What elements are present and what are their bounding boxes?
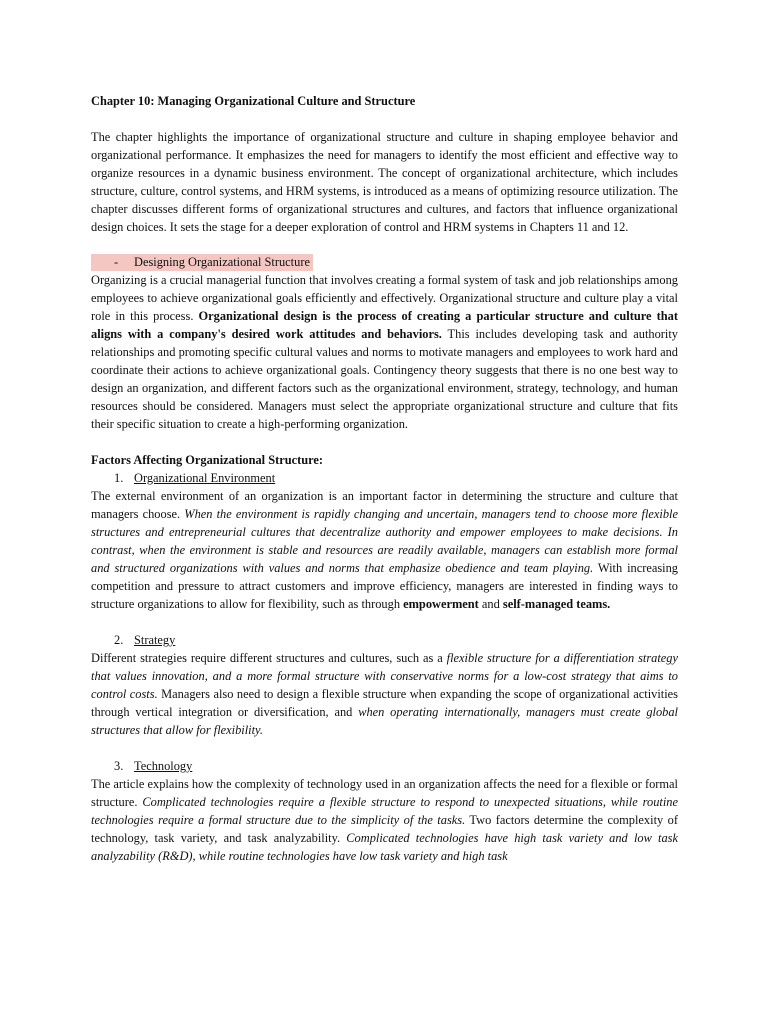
environment-italic-1: When the environment is rapidly changing and uncertain, managers tend to choose more flexible structures and entrepreneurial cultures that decentralize authority and empower employees to make decisions. In contrast, when the environment is stable and resources are readily available, managers can establish more formal and structured organizations with values and norms that emphasize obedience and team playing. (91, 507, 678, 575)
designing-text-1: Organizing is a crucial managerial function that involves creating a formal system of task and job relationships among employees to achieve organizational goals efficiently and effectively. Organizational structure and culture play a vital role in this process. (91, 273, 678, 323)
environment-heading (91, 469, 678, 487)
environment-text-2: With increasing competition and pressure to attract customers and improve efficiency, managers are interested in finding ways to structure organizations to allow for flexibility, such as through (91, 561, 678, 611)
designing-definition-bold: Organizational design is the process of creating a particular structure and culture that aligns with a company's desired work attitudes and behaviors. (91, 309, 678, 341)
spacer (91, 739, 678, 757)
document-body (91, 92, 678, 865)
environment-label: Organizational Environment (134, 471, 276, 485)
strategy-italic-1: flexible structure for a differentiation strategy that values innovation, and a more formal structure with conservative norms for a low-cost strategy that aims to control costs. (91, 651, 678, 701)
technology-number: 3. (114, 759, 124, 773)
designing-heading-text: Designing Organizational Structure (134, 255, 310, 269)
spacer (91, 613, 678, 631)
technology-italic-2: Complicated technologies have high task variety and low task analyzability (R&D), while routine technologies have low task variety and high task (91, 831, 678, 863)
technology-paragraph (91, 775, 678, 865)
designing-heading-row (91, 253, 678, 271)
environment-text-3: and (478, 597, 503, 611)
designing-heading (91, 254, 313, 271)
strategy-italic-2: when operating internationally, managers must create global structures that allow for flexibility. (91, 705, 678, 737)
technology-italic-1: Complicated technologies require a flexible structure to respond to unexpected situations, while routine technologies require a formal structure due to the simplicity of the tasks. (91, 795, 679, 827)
strategy-label: Strategy (134, 633, 176, 647)
strategy-paragraph (91, 649, 678, 739)
environment-bold-teams: self-managed teams. (502, 597, 611, 611)
environment-bold-empowerment: empowerment (403, 597, 479, 611)
technology-label: Technology (134, 759, 193, 773)
technology-heading (91, 757, 678, 775)
technology-text-1: The article explains how the complexity of technology used in an organization affects the need for a flexible or formal structure. (91, 777, 678, 809)
environment-number: 1. (114, 471, 124, 485)
designing-text-2: This includes developing task and authority relationships and promoting specific cultural values and norms to motivate managers and employees to work hard and coordinate their actions to achieve organizational goals. Contingency theory suggests that there is no one best way to design an organization, and different factors such as the organizational environment, strategy, technology, and human resources should be considered. Managers must select the appropriate organizational structure and culture that fits their specific situation to create a high-performing organization. (91, 327, 678, 431)
designing-paragraph (91, 271, 678, 433)
strategy-text-2: Managers also need to design a flexible structure when expanding the scope of organizational activities through vertical integration or diversification, and (91, 687, 678, 719)
strategy-heading (91, 631, 678, 649)
bullet-dash: - (114, 255, 119, 269)
technology-text-2: Two factors determine the complexity of technology, task variety, and task analyzability. (91, 813, 678, 845)
chapter-title: Chapter 10: Managing Organizational Culture and Structure (91, 94, 416, 108)
environment-paragraph (91, 487, 678, 613)
strategy-number: 2. (114, 633, 124, 647)
strategy-text-1: Different strategies require different structures and cultures, such as a (91, 651, 447, 665)
environment-text-1: The external environment of an organization is an important factor in determining the structure and culture that managers choose. (91, 489, 678, 521)
factors-title: Factors Affecting Organizational Structure: (91, 453, 324, 467)
intro-paragraph: The chapter highlights the importance of organizational structure and culture in shaping employee behavior and organizational performance. It emphasizes the need for managers to identify the most efficient and effective way to organize resources in a dynamic business environment. The concept of organizational architecture, which includes structure, culture, control systems, and HRM systems, is introduced as a means of optimizing resource utilization. The chapter discusses different forms of organizational structures and cultures, and factors that influence organizational design choices. It sets the stage for a deeper exploration of control and HRM systems in Chapters 11 and 12. (91, 130, 678, 234)
